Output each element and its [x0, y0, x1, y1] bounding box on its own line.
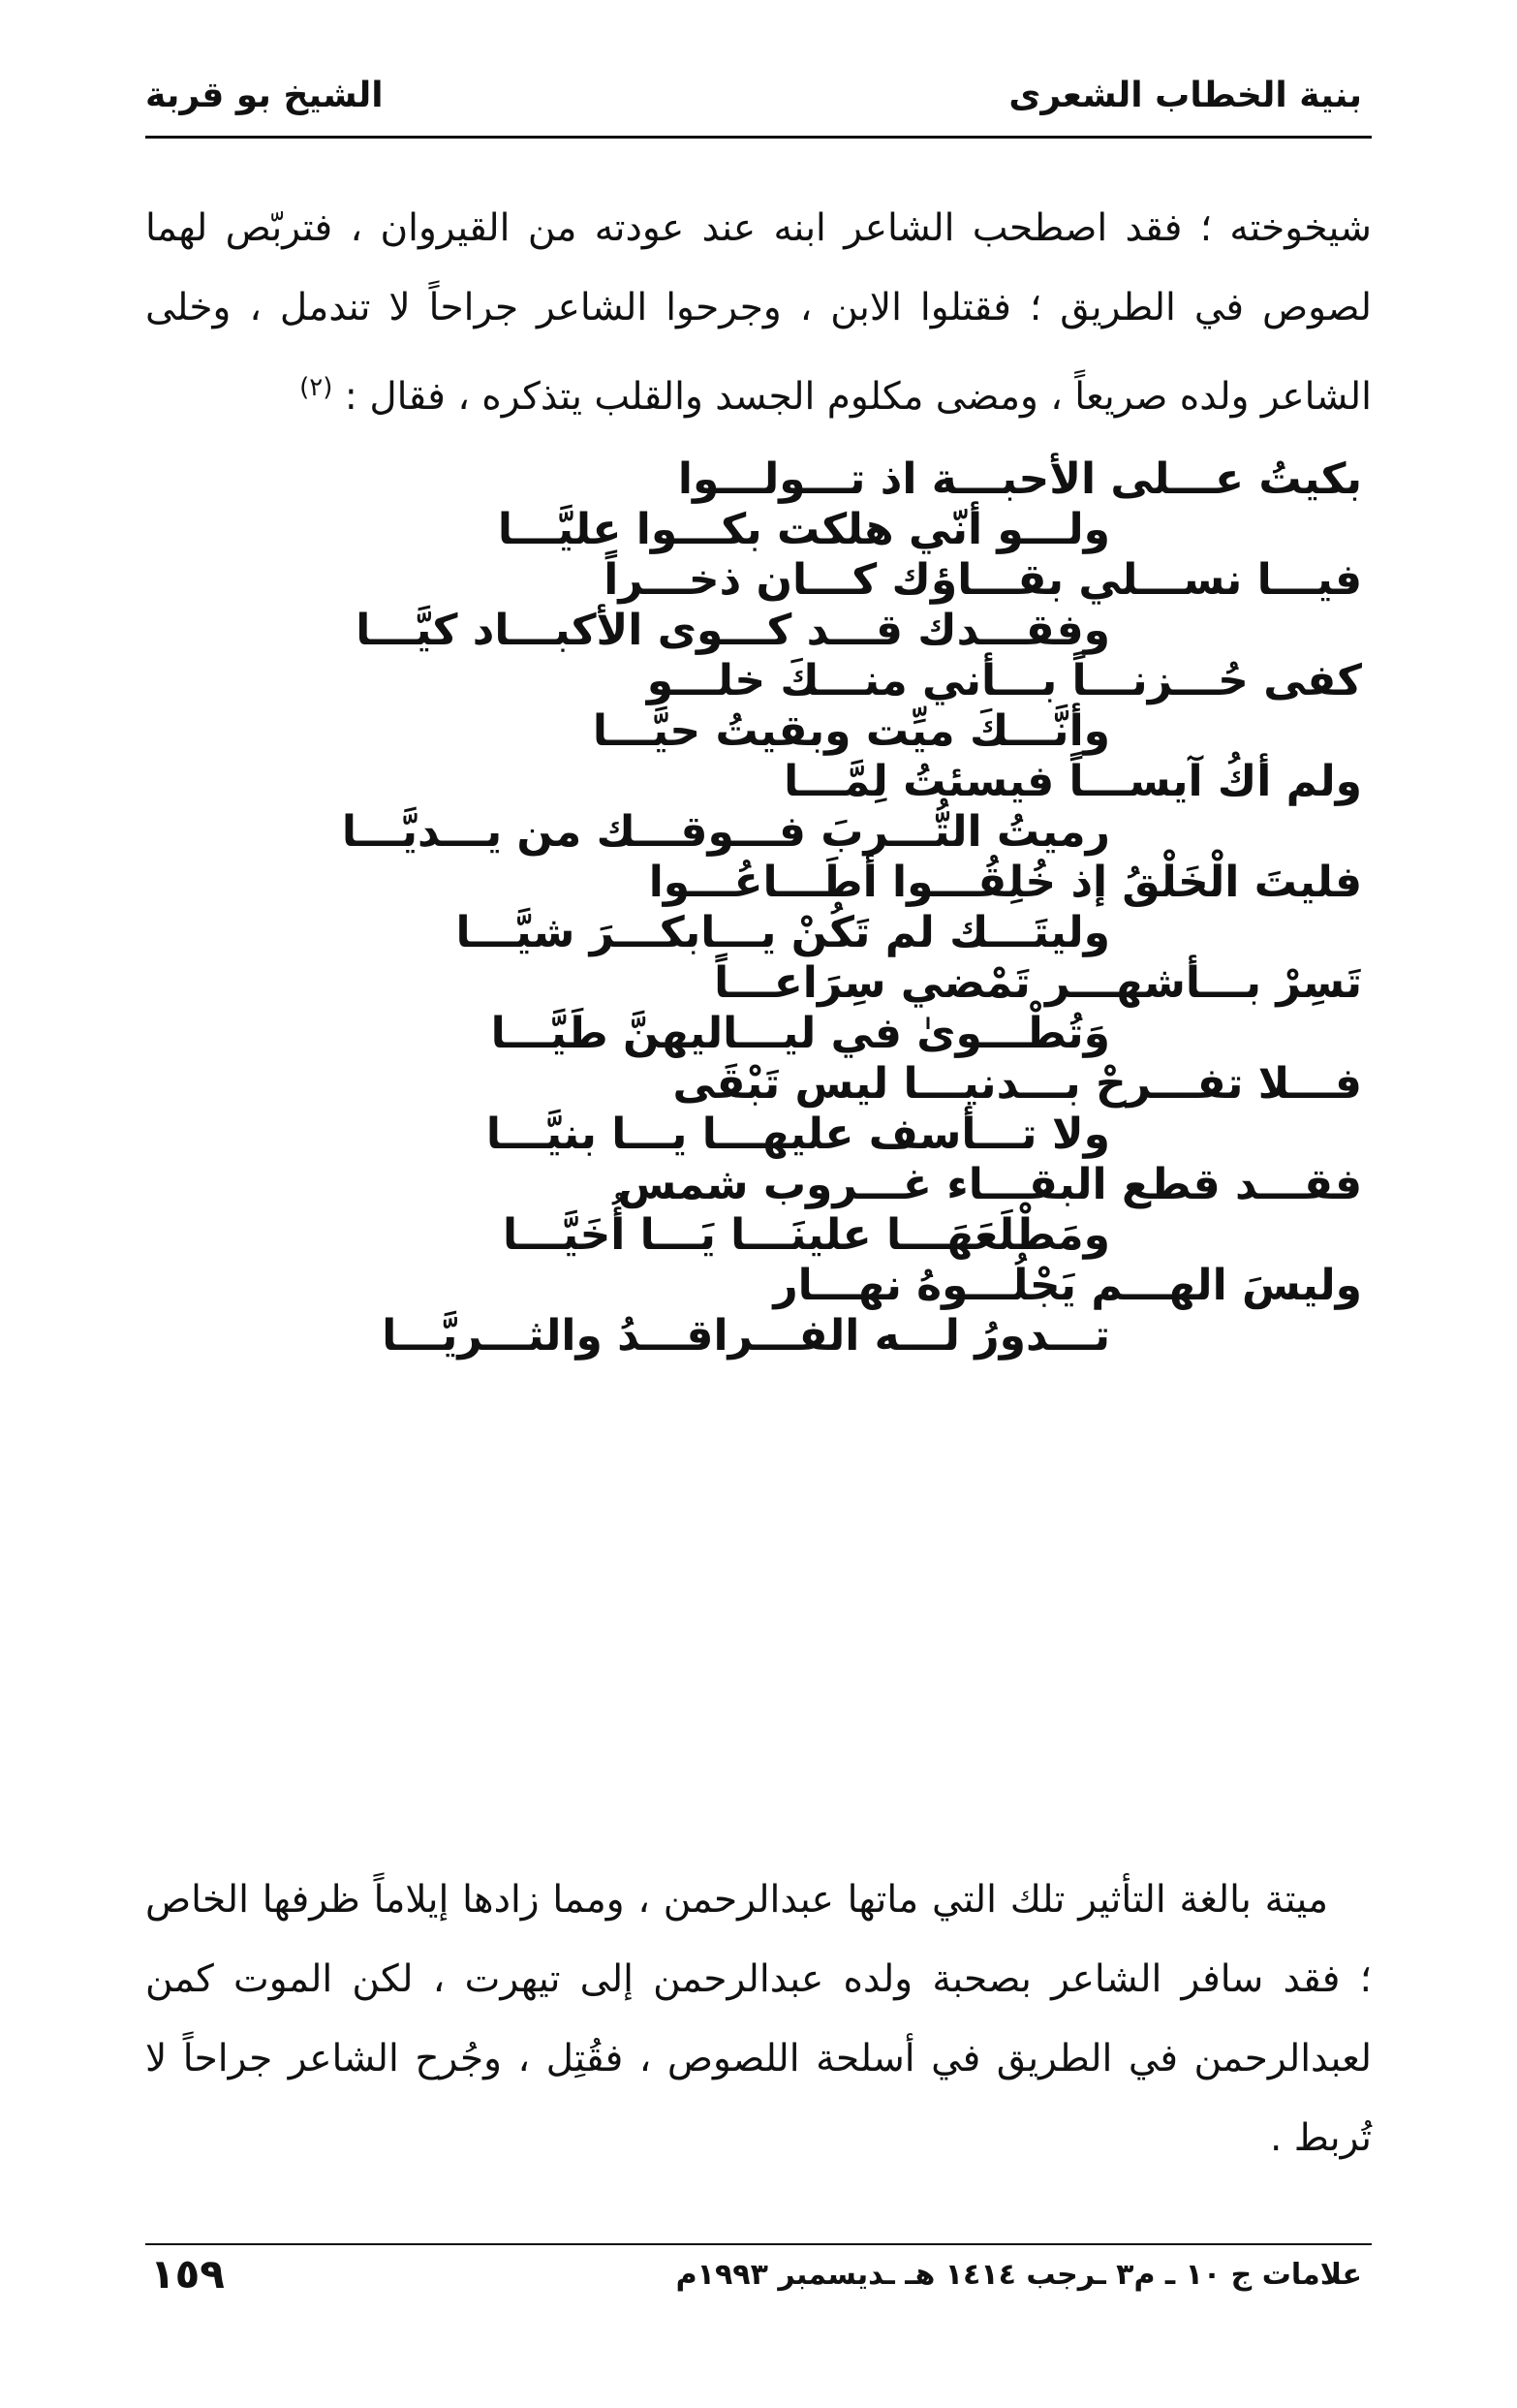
- header-rule: [145, 136, 1372, 139]
- journal-citation: علامات ج ١٠ ـ م٣ ـرجب ١٤١٤ هـ ـديسمبر ١٩٩٣م: [675, 2258, 1362, 2292]
- closing-paragraph: ميتة بالغة التأثير تلك التي ماتها عبدالرحمن ، ومما زادها إيلاماً ظرفها الخاص ؛ فقد سافر الشاعر بصحبة ولده عبدالرحمن إلى تيهرت ، لكن الموت كمن لعبدالرحمن في الطريق في أسلحة اللصوص ، فقُتِل ، وجُرح الشاعر جراحاً لا تُربط .: [145, 1878, 1372, 2160]
- running-title: بنية الخطاب الشعرى: [1008, 76, 1362, 115]
- poem-line: فقـــد قطع البقـــاء غـــروب شمس: [617, 1160, 1362, 1209]
- poem-line: تـــدورُ لـــه الفـــراقـــدُ والثـــريَّـــا: [382, 1311, 1110, 1360]
- page-number: ١٥٩: [150, 2250, 225, 2298]
- poem-line: وفقـــدك قـــد كـــوى الأكبـــاد كيَّـــا: [356, 606, 1110, 655]
- poem-line: تَسِرْ بـــأشهـــر تَمْضي سِرَاعـــاً: [714, 958, 1362, 1008]
- poem-line: ولـــو أنّي هلكت بكـــوا عليَّـــا: [497, 505, 1110, 554]
- poem-line: بكيتُ عـــلى الأحبـــة اذ تـــولـــوا: [677, 454, 1362, 504]
- poem-line: وليتَـــك لم تَكُنْ يـــابكـــرَ شيَّـــا: [455, 908, 1110, 957]
- intro-paragraph-text: شيخوخته ؛ فقد اصطحب الشاعر ابنه عند عودته من القيروان ، فتربّص لهما لصوص في الطريق ؛ فقتلوا الابن ، وجرحوا الشاعر جراحاً لا تندمل ، وخلى الشاعر ولده صريعاً ، ومضى مكلوم الجسد والقلب يتذكره ، فقال :: [145, 206, 1372, 419]
- poem-line: كفى حُـــزنـــاً بـــأني منـــكَ خلـــو: [646, 656, 1362, 705]
- poem-line: فيـــا نســـلي بقـــاؤك كـــان ذخـــراً: [604, 555, 1362, 605]
- poem-line: ومَطْلَعَهَـــا علينَـــا يَـــا أُخَيَّـــا: [502, 1210, 1110, 1260]
- intro-paragraph: [145, 189, 1372, 437]
- poem-line: ولم أكُ آيســـاً فيسئتُ لِمَّـــا: [784, 757, 1362, 806]
- poem-line: فـــلا تفـــرحْ بـــدنيـــا ليس تَبْقَى: [672, 1059, 1362, 1109]
- poem-line: فليتَ الْخَلْقُ إذ خُلِقُـــوا أطَـــاعُـــوا: [648, 858, 1362, 907]
- poem-line: رميتُ التُّـــربَ فـــوقـــك من يـــديَّـــا: [341, 807, 1110, 857]
- poem-line: وليسَ الهـــم يَجْلُـــوهُ نهـــار: [773, 1261, 1362, 1310]
- running-author: الشيخ بو قربة: [145, 76, 384, 115]
- poem-line: ولا تـــأسف عليهـــا يـــا بنيَّـــا: [485, 1110, 1110, 1159]
- footer-rule: [145, 2243, 1372, 2245]
- footnote-reference: (٢): [299, 373, 333, 402]
- poem-line: وَتُطْـــوىٰ في ليـــاليهنَّ طَيَّـــا: [490, 1009, 1110, 1058]
- poem-line: وأنَّـــكَ ميِّت وبقيتُ حيَّـــا: [592, 706, 1110, 756]
